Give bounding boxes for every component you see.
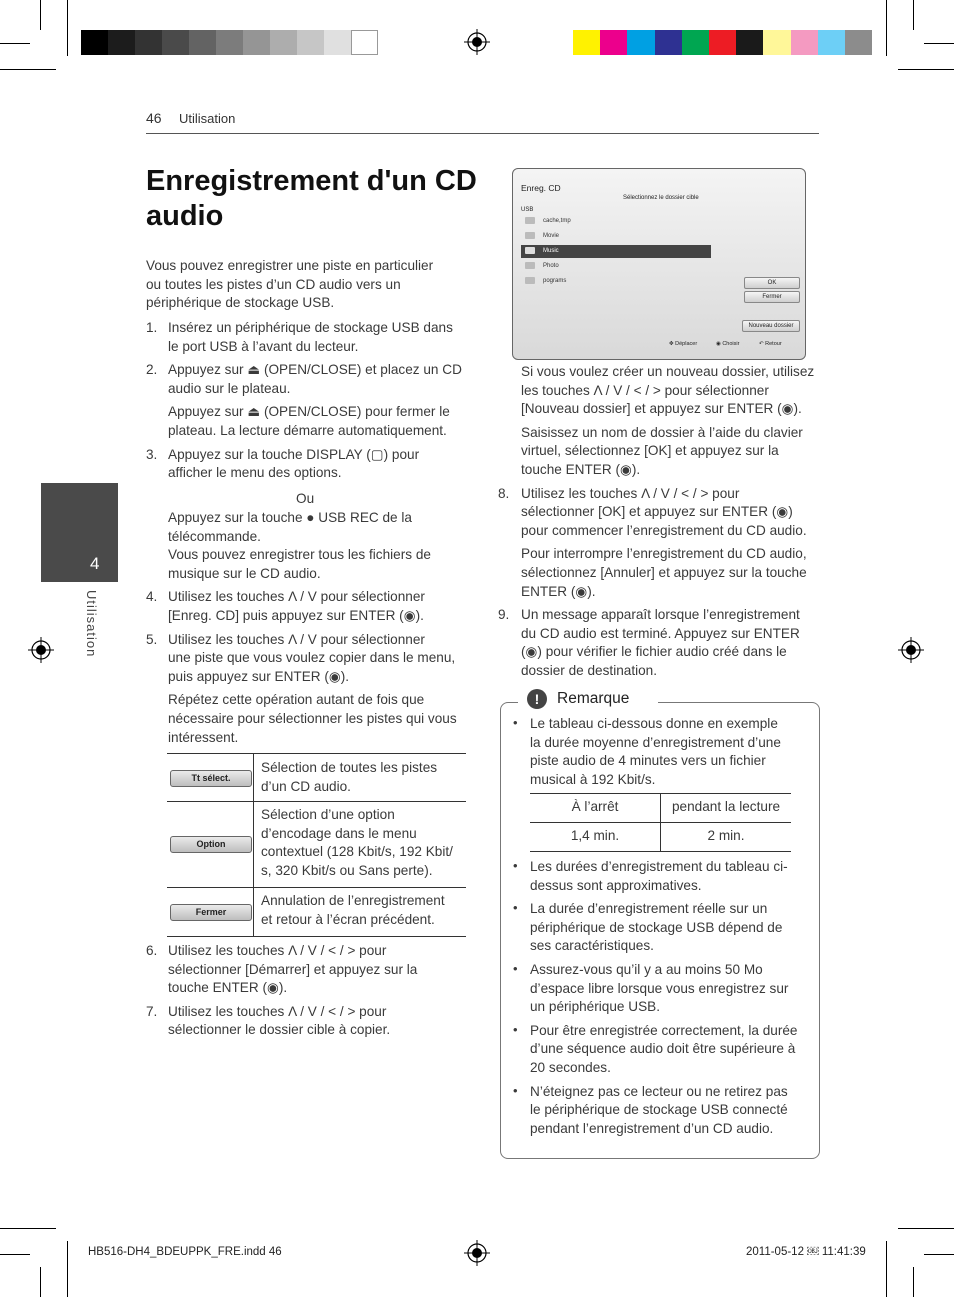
- crop-mark: [0, 43, 30, 44]
- header-rule: [146, 133, 819, 134]
- table-divider: [253, 801, 254, 887]
- gray-swatch: [216, 30, 243, 55]
- note-text-line: Assurez-vous qu’il y a au moins 50 Mo: [530, 962, 763, 977]
- color-swatch: [736, 30, 763, 55]
- step-text-line: sélectionner [Démarrer] et appuyez sur la: [168, 961, 418, 977]
- folder-name: Photo: [543, 263, 559, 269]
- step-text-line: Appuyez sur la touche DISPLAY (▢) pour: [168, 446, 420, 462]
- gray-swatch: [162, 30, 189, 55]
- color-swatch: [763, 30, 790, 55]
- option-button[interactable]: Option: [170, 836, 252, 853]
- move-hint: ✥ Déplacer: [669, 341, 698, 347]
- color-swatch: [627, 30, 654, 55]
- step-text-line: une piste que vous voulez copier dans le menu,: [168, 650, 456, 666]
- folder-row[interactable]: [521, 245, 711, 258]
- folder-row[interactable]: [521, 260, 711, 273]
- crop-mark: [0, 69, 56, 70]
- folder-row[interactable]: [521, 215, 711, 228]
- step-text-line: Utilisez les touches Λ / V / < / > pour: [521, 485, 740, 501]
- option-description-line: d’un CD audio.: [261, 778, 351, 794]
- note-text-line: 20 secondes.: [530, 1060, 611, 1075]
- option-button[interactable]: Fermer: [170, 904, 252, 921]
- table-header: pendant la lecture: [671, 799, 781, 814]
- folder-icon: [525, 217, 535, 224]
- note-label: Remarque: [557, 690, 630, 707]
- close-button[interactable]: Fermer: [744, 291, 800, 303]
- table-rule: [167, 887, 466, 888]
- folder-name: Movie: [543, 233, 560, 239]
- note-text-line: un périphérique USB.: [530, 999, 660, 1015]
- bullet-dot: •: [513, 715, 518, 730]
- registration-mark-icon: [898, 637, 924, 663]
- step-text-line: sélectionner le dossier cible à copier.: [168, 1022, 391, 1038]
- step-text-line: pour commencer l’enregistrement du CD audio.: [521, 522, 807, 538]
- note-text-line: N’éteignez pas ce lecteur ou ne retirez pas: [530, 1083, 788, 1099]
- step-text-line: virtuel, sélectionnez [OK] et appuyez sur la: [521, 443, 779, 459]
- table-rule: [530, 851, 791, 852]
- note-text-line: Pour être enregistrée correctement, la durée: [530, 1022, 798, 1038]
- step-number: 4.: [146, 589, 158, 605]
- color-swatch: [573, 30, 600, 55]
- note-text-line: pendant l’enregistrement d’un CD audio.: [530, 1120, 774, 1136]
- step-text-line: [Enreg. CD] puis appuyez sur ENTER (◉).: [168, 608, 424, 623]
- crop-mark: [898, 69, 954, 70]
- step-text-line: sélectionner [OK] et appuyez sur ENTER (◉): [521, 504, 793, 520]
- table-rule: [167, 801, 466, 802]
- note-text-line: d’une séquence audio doit être supérieure à: [530, 1041, 796, 1057]
- select-hint: ◉ Choisir: [716, 341, 740, 347]
- option-description-line: et retour à l’écran précédent.: [261, 911, 435, 927]
- registration-mark-icon: [464, 1240, 490, 1266]
- step-number: 6.: [146, 943, 158, 958]
- color-swatch: [845, 30, 872, 55]
- note-text-line: piste audio de 4 minutes vers un fichier: [530, 753, 766, 769]
- folder-icon: [525, 262, 535, 269]
- folder-name: pograms: [543, 278, 567, 284]
- step-text-line: musique sur le CD audio.: [168, 565, 321, 581]
- option-description-line: d’encodage dans le menu: [261, 825, 417, 841]
- step-text-line: Vous pouvez enregistrer tous les fichiers de: [168, 547, 431, 563]
- step-text-line: Utilisez les touches Λ / V / < / > pour: [168, 1003, 387, 1019]
- step-text-line: Utilisez les touches Λ / V pour sélectionner: [168, 589, 425, 605]
- step-number: 5.: [146, 631, 158, 647]
- crop-mark: [40, 1267, 41, 1297]
- bullet-dot: •: [513, 900, 518, 916]
- gray-swatch: [324, 30, 351, 55]
- step-text-line: [Nouveau dossier] et appuyez sur ENTER (◉).: [521, 401, 802, 417]
- step-text-line: Appuyez sur ⏏ (OPEN/CLOSE) et placez un CD: [168, 362, 462, 378]
- option-description-line: s, 320 Kbit/s ou Sans perte).: [261, 862, 433, 878]
- page-number: 46: [146, 110, 162, 126]
- crop-mark: [67, 0, 68, 56]
- screen-title: Enreg. CD: [521, 183, 561, 193]
- folder-icon: [525, 277, 535, 284]
- chapter-number: 4: [90, 554, 100, 573]
- running-header-section: Utilisation: [179, 111, 236, 126]
- crop-mark: [913, 1267, 914, 1297]
- gray-swatch: [270, 30, 297, 55]
- crop-mark: [886, 0, 887, 56]
- screen-subtitle: Sélectionnez le dossier cible: [623, 195, 699, 201]
- note-text-line: Les durées d’enregistrement du tableau ci-: [530, 859, 788, 874]
- bullet-dot: •: [513, 1021, 518, 1037]
- step-text-line: afficher le menu des options.: [168, 465, 342, 481]
- step-text-line: plateau. La lecture démarre automatiquement.: [168, 423, 447, 438]
- note-text-line: la durée moyenne d’enregistrement d’une: [530, 734, 781, 750]
- step-text-line: Saisissez un nom de dossier à l’aide du clavier: [521, 424, 803, 440]
- step-number: 7.: [146, 1003, 158, 1019]
- folder-row[interactable]: [521, 275, 711, 288]
- option-description-line: contextuel (128 Kbit/s, 192 Kbit/: [261, 844, 453, 860]
- step-text-line: ENTER (◉).: [521, 583, 596, 599]
- option-button[interactable]: Tt sélect.: [170, 770, 252, 787]
- step-text-line: sélectionnez [Annuler] et appuyez sur la touche: [521, 565, 807, 580]
- gray-swatch: [108, 30, 135, 55]
- folder-icon: [525, 232, 535, 239]
- color-swatch: [655, 30, 682, 55]
- step-text-line: Utilisez les touches Λ / V pour sélectionner: [168, 631, 425, 647]
- gray-swatch: [243, 30, 270, 55]
- option-description-line: Sélection d’une option: [261, 807, 395, 822]
- ok-button[interactable]: OK: [744, 277, 800, 289]
- folder-name: Music: [543, 248, 559, 254]
- step-number: 1.: [146, 320, 158, 335]
- folder-icon: [525, 247, 535, 254]
- move-icon: ✥: [669, 341, 676, 347]
- note-text-line: dessus sont approximatives.: [530, 877, 702, 893]
- color-swatch: [791, 30, 818, 55]
- step-text-line: Répétez cette opération autant de fois que: [168, 692, 425, 708]
- footer-timestamp: 2011-05-12 ￼ 11:41:39: [746, 1246, 866, 1258]
- gray-swatch: [297, 30, 324, 55]
- step-text-line: audio sur le plateau.: [168, 380, 291, 396]
- new-folder-button[interactable]: Nouveau dossier: [742, 320, 800, 332]
- table-value: 2 min.: [707, 828, 745, 843]
- crop-mark: [67, 1241, 68, 1297]
- color-swatch: [682, 30, 709, 55]
- intro-paragraph: Vous pouvez enregistrer une piste en particulier ou toutes les pistes d’un CD audio vers un périphérique de stockage USB.: [146, 258, 434, 311]
- step-text-line: Insérez un périphérique de stockage USB dans: [168, 320, 453, 335]
- note-text-line: périphérique de stockage USB dépend de: [530, 919, 783, 935]
- note-text-line: le périphérique de stockage USB connecté: [530, 1102, 788, 1118]
- step-text-line: Si vous voulez créer un nouveau dossier, utilisez: [521, 364, 815, 379]
- crop-mark: [924, 43, 954, 44]
- crop-mark: [913, 0, 914, 30]
- page-title: Enregistrement d'un CD audio: [146, 165, 477, 232]
- gray-swatch: [189, 30, 216, 55]
- color-swatch: [818, 30, 845, 55]
- step-text-line: Un message apparaît lorsque l’enregistrement: [521, 607, 800, 623]
- step-number: 3.: [146, 446, 158, 462]
- table-value: 1,4 min.: [570, 828, 620, 843]
- color-swatch: [709, 30, 736, 55]
- table-rule: [167, 753, 466, 754]
- step-text-line: nécessaire pour sélectionner les pistes qui vous: [168, 711, 457, 726]
- bullet-dot: •: [513, 858, 518, 873]
- step-text-line: Utilisez les touches Λ / V / < / > pour: [168, 943, 387, 958]
- step-number: 8.: [498, 485, 510, 501]
- step-text-line: le port USB à l’avant du lecteur.: [168, 338, 359, 354]
- crop-mark: [898, 1228, 954, 1229]
- step-text-line: Appuyez sur ⏏ (OPEN/CLOSE) pour fermer le: [168, 404, 450, 420]
- table-divider: [253, 754, 254, 801]
- option-description-line: Annulation de l’enregistrement: [261, 893, 445, 908]
- gray-swatch: [81, 30, 108, 55]
- table-rule: [167, 936, 466, 937]
- chapter-label: Utilisation: [84, 590, 99, 658]
- bullet-dot: •: [513, 1082, 518, 1098]
- step-text-line: Appuyez sur la touche ● USB REC de la: [168, 510, 412, 525]
- gray-swatch: [351, 30, 378, 55]
- crop-mark: [886, 1241, 887, 1297]
- step-text-line: Ou: [296, 491, 315, 506]
- bullet-dot: •: [513, 961, 518, 976]
- step-text-line: (◉) pour vérifier le fichier audio créé dans le: [521, 644, 787, 660]
- step-text-line: puis appuyez sur ENTER (◉).: [168, 668, 350, 684]
- registration-mark-icon: [464, 29, 490, 55]
- note-text-line: La durée d’enregistrement réelle sur un: [530, 901, 768, 917]
- back-hint: ↶ Retour: [759, 341, 782, 347]
- step-number: 2.: [146, 362, 158, 378]
- color-swatch: [600, 30, 627, 55]
- enter-icon: ◉: [716, 341, 723, 347]
- return-icon: ↶: [759, 341, 766, 347]
- note-text-line: ses caractéristiques.: [530, 938, 654, 954]
- folder-row[interactable]: [521, 230, 711, 243]
- step-text-line: intéressent.: [168, 729, 239, 745]
- step-text-line: Pour interrompre l’enregistrement du CD audio,: [521, 546, 807, 562]
- crop-mark: [924, 1254, 954, 1255]
- crop-mark: [0, 1228, 56, 1229]
- step-number: 9.: [498, 607, 510, 623]
- option-description-line: Sélection de toutes les pistes: [261, 760, 438, 775]
- note-text-line: d’espace libre lorsque vous enregistrez sur: [530, 980, 789, 996]
- step-text-line: touche ENTER (◉).: [521, 462, 641, 477]
- gray-swatch: [135, 30, 162, 55]
- footer-file-info: HB516-DH4_BDEUPPK_FRE.indd 46: [88, 1246, 282, 1258]
- screen-device: USB: [521, 207, 534, 213]
- table-header: À l’arrêt: [571, 799, 619, 814]
- chapter-tab: [41, 483, 118, 582]
- table-divider: [253, 887, 254, 936]
- crop-mark: [40, 0, 41, 30]
- step-text-line: télécommande.: [168, 528, 261, 544]
- step-text-line: dossier de destination.: [521, 663, 658, 678]
- step-text-line: touche ENTER (◉).: [168, 980, 288, 996]
- note-text-line: musical à 192 Kbit/s.: [530, 771, 656, 787]
- note-text-line: Le tableau ci-dessous donne en exemple: [530, 716, 778, 731]
- folder-name: cache,tmp: [543, 218, 571, 224]
- registration-mark-icon: [28, 637, 54, 663]
- step-text-line: les touches Λ / V / < / > pour sélectionner: [521, 382, 769, 398]
- exclamation-icon: !: [527, 689, 547, 709]
- cd-recording-screen: [512, 168, 806, 360]
- step-text-line: du CD audio est terminé. Appuyez sur ENTER: [521, 625, 800, 641]
- crop-mark: [0, 1254, 30, 1255]
